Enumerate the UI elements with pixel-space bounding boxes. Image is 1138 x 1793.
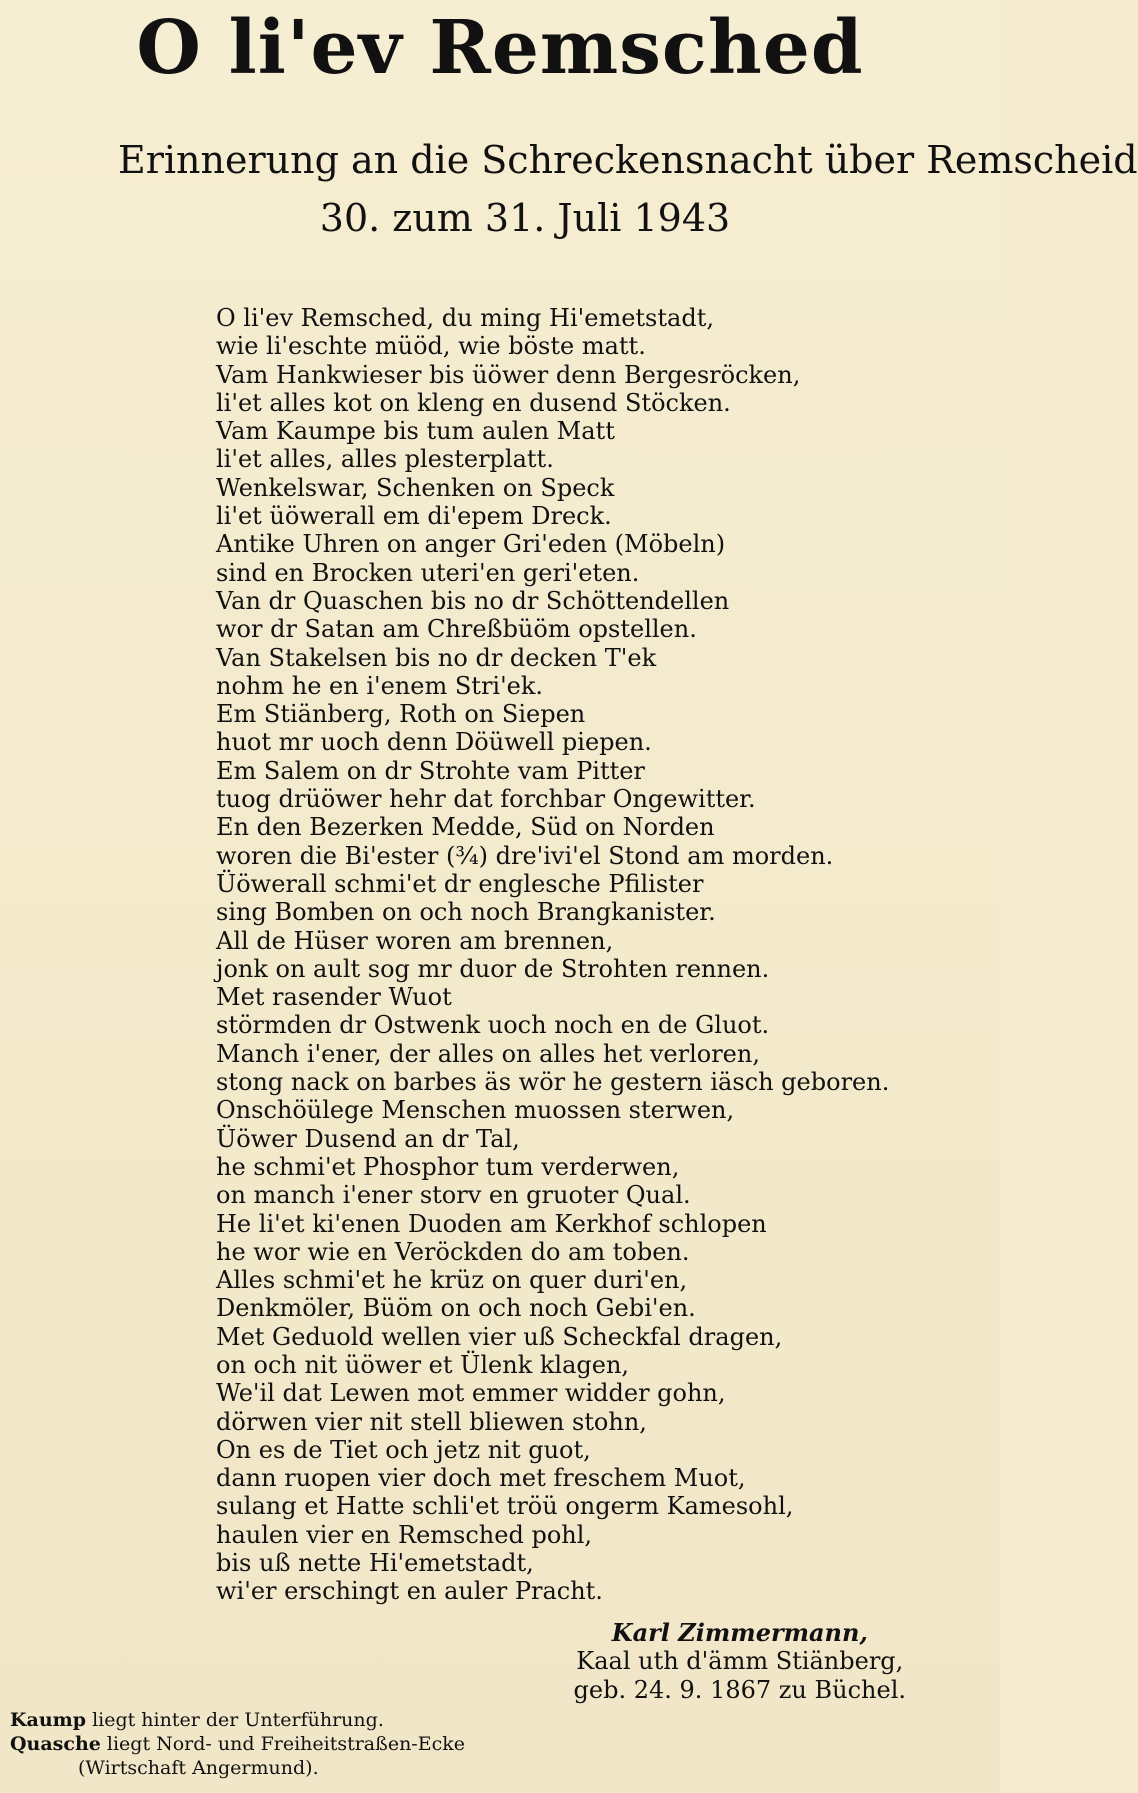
poem-line: jonk on ault sog mr duor de Strohten rennen. <box>216 954 770 983</box>
poem-line: sulang et Hatte schli'et tröü ongerm Kamesohl, <box>216 1492 794 1521</box>
poem-line: He li'et ki'enen Duoden am Kerkhof schlopen <box>216 1209 767 1238</box>
poem-line: Alles schmi'et he krüz on quer duri'en, <box>216 1266 688 1295</box>
poem-line: Em Salem on dr Strohte vam Pitter <box>216 756 645 785</box>
poem-line: On es de Tiet och jetz nit guot, <box>216 1435 591 1464</box>
poem-subtitle: Erinnerung an die Schreckensnacht über Remscheid <box>118 138 1138 182</box>
poem-line: wor dr Satan am Chreßbüöm opstellen. <box>216 615 697 644</box>
footnote-item <box>10 1732 465 1756</box>
poem-line: huot mr uoch denn Döüwell piepen. <box>216 728 652 757</box>
poem-line: he schmi'et Phosphor tum verderwen, <box>216 1152 680 1181</box>
footnote-term: Kaump <box>10 1709 87 1731</box>
poem-line: Met Geduold wellen vier uß Scheckfal dragen, <box>216 1322 783 1351</box>
poem-line: wie li'eschte müöd, wie böste matt. <box>216 332 646 361</box>
poem-line: woren die Bi'ester (¾) dre'ivi'el Stond am morden. <box>216 841 834 870</box>
poem-line: En den Bezerken Medde, Süd on Norden <box>216 813 715 842</box>
poem-line: We'il dat Lewen mot emmer widder gohn, <box>216 1379 726 1408</box>
poem-line: Wenkelswar, Schenken on Speck <box>216 473 615 502</box>
poem-line: li'et alles, alles plesterplatt. <box>216 445 554 474</box>
footnote-text: liegt hinter der Unterführung. <box>86 1709 384 1731</box>
poem-line: on och nit üöwer et Ülenk klagen, <box>216 1350 630 1379</box>
poem-line: tuog drüöwer hehr dat forchbar Ongewitter. <box>216 785 756 814</box>
author-name: Karl Zimmermann, <box>611 1618 868 1647</box>
poem-line: Onschöülege Menschen muossen sterwen, <box>216 1096 735 1125</box>
poem-line: stong nack on barbes äs wör he gestern iäsch geboren. <box>216 1068 890 1097</box>
author-birth: geb. 24. 9. 1867 zu Büchel. <box>573 1676 906 1704</box>
poem-line: Vam Kaumpe bis tum aulen Matt <box>216 417 615 446</box>
footnote-text: liegt Nord- und Freiheitstraßen-Ecke <box>100 1733 465 1755</box>
poem-line: All de Hüser woren am brennen, <box>216 926 614 955</box>
poem-line: sind en Brocken uteri'en geri'eten. <box>216 558 640 587</box>
footnote-item <box>10 1708 465 1732</box>
poem-line: Üöwer Dusend an dr Tal, <box>216 1124 520 1153</box>
poem-line: Van Stakelsen bis no dr decken T'ek <box>216 643 657 672</box>
poem-line: dörwen vier nit stell bliewen stohn, <box>216 1407 647 1436</box>
poem-line: bis uß nette Hi'emetstadt, <box>216 1549 534 1578</box>
poem-date: 30. zum 31. Juli 1943 <box>319 196 731 240</box>
poem-line: O li'ev Remsched, du ming Hi'emetstadt, <box>216 304 714 332</box>
footnote-term: Quasche <box>10 1733 101 1755</box>
poem-title: O li'ev Remsched <box>136 5 864 91</box>
poem-body <box>216 304 916 1606</box>
poem-line: Met rasender Wuot <box>216 983 452 1012</box>
poem-line: li'et üöwerall em di'epem Dreck. <box>216 502 612 531</box>
poem-line: on manch i'ener storv en gruoter Qual. <box>216 1181 691 1210</box>
poem-line: störmden dr Ostwenk uoch noch en de Gluot. <box>216 1011 770 1040</box>
author-origin: Kaal uth d'ämm Stiänberg, <box>576 1647 904 1675</box>
poem-line: Üöwerall schmi'et dr englesche Pfilister <box>216 869 704 898</box>
poem-line: li'et alles kot on kleng en dusend Stöcken. <box>216 388 731 417</box>
poem-line: haulen vier en Remsched pohl, <box>216 1520 593 1549</box>
poem-line: Van dr Quaschen bis no dr Schöttendellen <box>216 586 730 615</box>
poem-line: Antike Uhren on anger Gri'eden (Möbeln) <box>216 530 726 559</box>
footnotes <box>10 1708 465 1780</box>
poem-line: nohm he en i'enem Stri'ek. <box>216 671 544 700</box>
poem-line: Em Stiänberg, Roth on Siepen <box>216 700 586 729</box>
footnote-continuation: (Wirtschaft Angermund). <box>78 1757 319 1779</box>
poem-line: sing Bomben on och noch Brangkanister. <box>216 898 716 927</box>
signature-block <box>574 1618 906 1705</box>
poem-line: dann ruopen vier doch met freschem Muot, <box>216 1464 746 1493</box>
poem-line: Manch i'ener, der alles on alles het verloren, <box>216 1039 760 1068</box>
poem-line: Denkmöler, Büöm on och noch Gebi'en. <box>216 1294 696 1323</box>
poem-line: Vam Hankwieser bis üöwer denn Bergesröcken, <box>216 360 801 389</box>
poem-line: he wor wie en Veröckden do am toben. <box>216 1237 690 1266</box>
poem-line: wi'er erschingt en auler Pracht. <box>216 1577 603 1606</box>
